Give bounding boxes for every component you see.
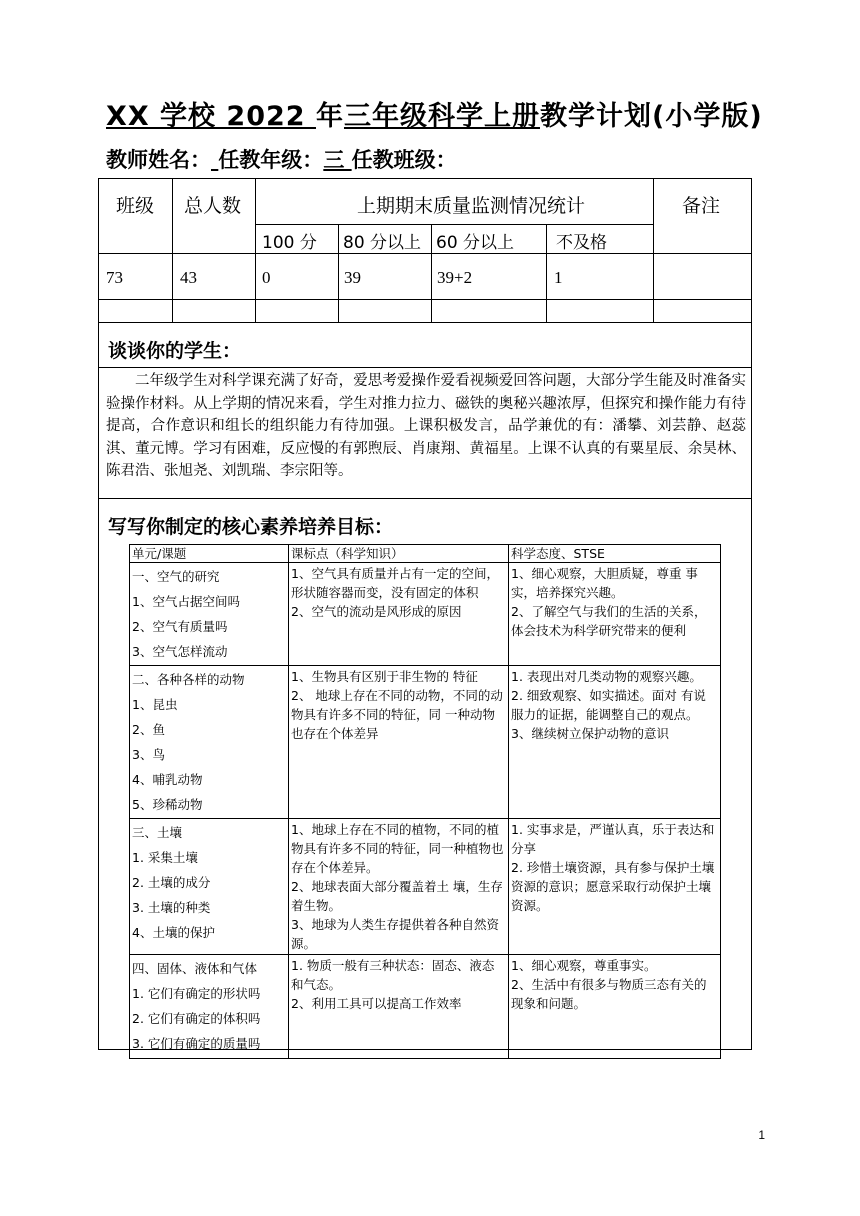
- attitude-item: 1、细心观察，大胆质疑，尊重 事实，培养探究兴趣。: [511, 566, 698, 600]
- goals-row: [130, 666, 721, 819]
- knowledge-cell: [289, 563, 509, 666]
- grid-line: [98, 299, 752, 300]
- attitude-item: 1. 实事求是，严谨认真，乐于表达和分享: [511, 822, 715, 856]
- lesson-item: 4、土壤的保护: [132, 925, 215, 940]
- goals-header-unit: 单元/课题: [130, 545, 289, 563]
- lesson-item: 3、空气怎样流动: [132, 644, 228, 659]
- sub-header-fail: 不及格: [556, 233, 607, 253]
- sub-header-100: 100 分: [262, 233, 317, 253]
- attitude-item: 3、继续树立保护动物的意识: [511, 726, 669, 741]
- grid-line: [338, 224, 339, 322]
- goals-header-attitude: 科学态度、STSE: [509, 545, 721, 563]
- title-school: XX 学校 2022: [106, 101, 316, 132]
- teacher-line: [106, 144, 457, 174]
- lesson-item: 2. 土壤的成分: [132, 875, 211, 890]
- lesson-item: 2、鱼: [132, 722, 165, 737]
- goals-header-row: [130, 545, 721, 563]
- lesson-item: 3. 土壤的种类: [132, 900, 211, 915]
- goals-row: [130, 563, 721, 666]
- header-total: 总人数: [184, 195, 242, 217]
- knowledge-item: 2、地球表面大部分覆盖着土 壤，生存着生物。: [291, 879, 503, 913]
- unit-title: 一、空气的研究: [132, 569, 220, 584]
- sub-header-60: 60 分以上: [436, 233, 515, 253]
- title-year-char: 年: [315, 101, 344, 132]
- attitude-item: 2、生活中有很多与物质三态有关的现象和问题。: [511, 977, 707, 1011]
- teacher-grade-label: 任教年级：: [218, 148, 324, 172]
- unit-cell: [130, 666, 289, 819]
- knowledge-item: 3、地球为人类生存提供着各种自然资源。: [291, 917, 499, 951]
- lesson-item: 1、空气占据空间吗: [132, 594, 240, 609]
- attitude-item: 1、细心观察，尊重事实。: [511, 958, 657, 973]
- grid-line: [98, 322, 752, 323]
- knowledge-item: 1. 物质一般有三种状态：固态、液态和气态。: [291, 958, 495, 992]
- lesson-item: 5、珍稀动物: [132, 797, 203, 812]
- stat-80: 39: [344, 268, 361, 287]
- knowledge-item: 2、利用工具可以提高工作效率: [291, 996, 462, 1011]
- knowledge-item: 1、地球上存在不同的植物，不同的植物具有许多不同的特征，同一种植物也存在个体差异。: [291, 822, 504, 875]
- lesson-item: 1、昆虫: [132, 697, 178, 712]
- stat-total: 43: [180, 268, 197, 287]
- unit-title: 二、各种各样的动物: [132, 672, 245, 687]
- header-remark: 备注: [682, 195, 721, 217]
- lesson-item: 2、空气有质量吗: [132, 619, 228, 634]
- page-number: 1: [758, 1128, 765, 1142]
- teacher-grade-value[interactable]: 三: [323, 148, 352, 172]
- knowledge-item: 1、生物具有区别于非生物的 特征: [291, 669, 478, 684]
- stat-fail: 1: [554, 268, 563, 287]
- attitude-item: 1. 表现出对几类动物的观察兴趣。: [511, 669, 702, 684]
- page-title: [106, 94, 763, 133]
- title-plan: 教学计划(小学版): [539, 101, 763, 132]
- knowledge-item: 2、空气的流动是风形成的原因: [291, 604, 462, 619]
- attitude-cell: [509, 819, 721, 955]
- lesson-item: 1. 它们有确定的形状吗: [132, 986, 261, 1001]
- lesson-item: 2. 它们有确定的体积吗: [132, 1011, 261, 1026]
- grid-line: [172, 178, 173, 322]
- title-subject: 三年级科学上册: [343, 101, 540, 132]
- stat-100: 0: [262, 268, 271, 287]
- lesson-item: 4、哺乳动物: [132, 772, 203, 787]
- unit-cell: [130, 955, 289, 1059]
- grid-line: [98, 253, 752, 254]
- grid-line: [98, 498, 752, 499]
- grid-line: [255, 224, 653, 225]
- goals-row: [130, 955, 721, 1059]
- knowledge-cell: [289, 955, 509, 1059]
- students-description: 二年级学生对科学课充满了好奇，爱思考爱操作爱看视频爱回答问题，大部分学生能及时准备实验操作材料。从上学期的情况来看，学生对推力拉力、磁铁的奥秘兴趣浓厚，但探究和操作能力有待提高，合作意识和组长的组织能力有待加强。上课积极发言，品学兼优的有：潘攀、刘芸静、赵蕊淇、董元博。学习有困难，反应慢的有郭煦辰、肖康翔、黄福星。上课不认真的有粟星辰、余昊林、陈君浩、张旭尧、刘凯瑞、李宗阳等。: [106, 373, 746, 479]
- knowledge-item: 1、空气具有质量并占有一定的空间，形状随容器而变，没有固定的体积: [291, 566, 499, 600]
- unit-cell: [130, 563, 289, 666]
- unit-title: 四、固体、液体和气体: [132, 961, 258, 976]
- goals-header-knowledge: 课标点（科学知识）: [289, 545, 509, 563]
- attitude-cell: [509, 955, 721, 1059]
- students-heading: 谈谈你的学生：: [108, 340, 242, 362]
- teacher-class-label: 任教班级：: [351, 148, 457, 172]
- stat-60: 39+2: [437, 268, 473, 287]
- attitude-item: 2. 细致观察、如实描述。面对 有说服力的证据，能调整自己的观点。: [511, 688, 706, 722]
- grid-line: [255, 178, 256, 322]
- knowledge-item: 2、 地球上存在不同的动物，不同的动物具有许多不同的特征，同 一种动物也存在个体差异: [291, 688, 503, 741]
- grid-line: [546, 224, 547, 322]
- goals-table: [129, 544, 721, 1059]
- grid-line: [653, 178, 654, 322]
- unit-title: 三、土壤: [132, 825, 183, 840]
- attitude-item: 2、了解空气与我们的生活的关系，体会技术为科学研究带来的便利: [511, 604, 707, 638]
- goals-row: [130, 819, 721, 955]
- unit-cell: [130, 819, 289, 955]
- lesson-item: 1. 采集土壤: [132, 850, 198, 865]
- grid-line: [431, 224, 432, 322]
- teacher-name-label: 教师姓名：: [106, 148, 211, 172]
- knowledge-cell: [289, 666, 509, 819]
- attitude-cell: [509, 666, 721, 819]
- attitude-cell: [509, 563, 721, 666]
- knowledge-cell: [289, 819, 509, 955]
- attitude-item: 2. 珍惜土壤资源，具有参与保护土壤资源的意识；愿意采取行动保护土壤资源。: [511, 860, 715, 913]
- grid-line: [98, 367, 752, 368]
- goals-heading: 写写你制定的核心素养培养目标：: [108, 516, 394, 538]
- header-class: 班级: [116, 195, 155, 217]
- sub-header-80: 80 分以上: [343, 233, 422, 253]
- lesson-item: 3、鸟: [132, 747, 165, 762]
- stat-class: 73: [106, 268, 123, 287]
- header-monitor: 上期期末质量监测情况统计: [357, 195, 586, 217]
- lesson-item: 3. 它们有确定的质量吗: [132, 1036, 261, 1051]
